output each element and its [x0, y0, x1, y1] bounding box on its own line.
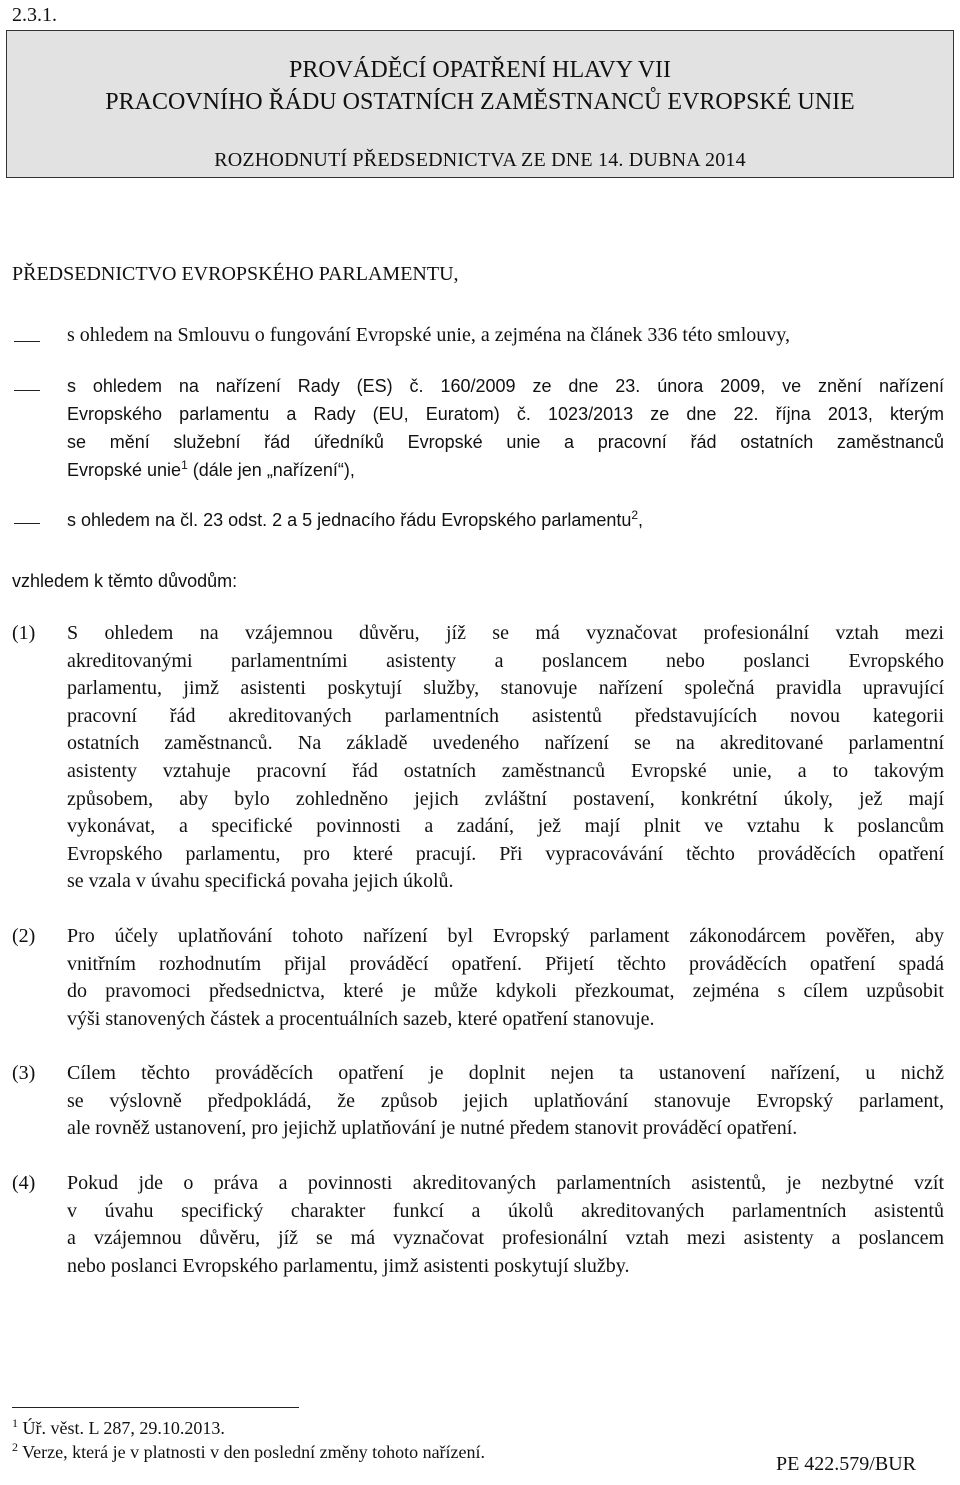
- recital-3-line: ale rovněž ustanovení, pro jejichž uplatňování je nutné předem stanovit prováděcí opatření.: [67, 1117, 798, 1140]
- recital-1-line: se vzala v úvahu specifická povaha jejich úkolů.: [67, 870, 454, 893]
- recital-4-line: a vzájemnou důvěru, jíž se má vyznačovat profesionální vztah mezi asistenty a poslancem: [67, 1227, 944, 1250]
- recital-2-line: výši stanovených částek a procentuálních sazeb, které opatření stanovuje.: [67, 1007, 655, 1030]
- recital-2-line: Pro účely uplatňování tohoto nařízení byl Evropský parlament zákonodárcem pověřen, aby: [67, 925, 944, 947]
- recital-number: (4): [12, 1172, 36, 1194]
- title-line-1: PROVÁDĚCÍ OPATŘENÍ HLAVY VII: [288, 57, 672, 83]
- recital-1-line: S ohledem na vzájemnou důvěru, jíž se má vyznačovat profesionální vztah mezi: [67, 622, 944, 644]
- dash-bullet: [14, 523, 40, 524]
- whereas-heading: vzhledem k těmto důvodům:: [12, 571, 238, 591]
- recital-1-line: vykonávat, a specifické povinnosti a zadání, jež mají plnit ve vztahu k poslancům: [67, 815, 944, 838]
- citation-3-text: s ohledem na čl. 23 odst. 2 a 5 jednacího řádu Evropského parlamentu: [67, 510, 632, 530]
- footnote-ref-2[interactable]: 2: [631, 508, 639, 522]
- citation-2-line-4: [67, 458, 355, 482]
- citation-3-tail: ,: [638, 510, 644, 530]
- recital-3-line: se výslovně předpokládá, že způsob jejich uplatňování stanovuje Evropský parlament,: [67, 1089, 944, 1112]
- preamble-heading: PŘEDSEDNICTVO EVROPSKÉHO PARLAMENTU,: [12, 263, 459, 285]
- footnote-separator: [12, 1407, 299, 1408]
- section-number: 2.3.1.: [12, 4, 57, 26]
- recital-2-line: do pravomoci předsednictva, které je může kdykoli přezkoumat, zejména s cílem uzpůsobit: [67, 980, 944, 1003]
- recital-1-line: ostatních zaměstnanců. Na základě uvedeného nařízení se na akreditované parlamentní: [67, 732, 944, 755]
- footnote-2: [12, 1442, 485, 1462]
- citation-2-line-1: s ohledem na nařízení Rady (ES) č. 160/2009 ze dne 23. února 2009, ve znění nařízení: [67, 376, 944, 396]
- page-reference: PE 422.579/BUR: [775, 1453, 916, 1475]
- recital-1-line: akreditovanými parlamentními asistenty a poslancem nebo poslanci Evropského: [67, 649, 944, 672]
- citation-2-line-3: se mění služební řád úředníků Evropské unie a pracovní řád ostatních zaměstnanců: [67, 432, 944, 452]
- recital-1-line: asistenty vztahuje pracovní řád ostatních zaměstnanců Evropské unie, a to takovým: [67, 760, 944, 782]
- dash-bullet: [14, 390, 40, 391]
- recital-4-line: Pokud jde o práva a povinnosti akreditovaných parlamentních asistentů, je nezbytné vzít: [67, 1172, 944, 1194]
- citation-2-text: Evropské unie: [67, 460, 182, 480]
- recital-3-line: Cílem těchto prováděcích opatření je doplnit nejen ta ustanovení nařízení, u nichž: [67, 1062, 944, 1084]
- footnote-1: [12, 1418, 225, 1438]
- footnote-ref-1[interactable]: 1: [181, 458, 188, 472]
- recital-2-line: vnitřním rozhodnutím přijal prováděcí opatření. Přijetí těchto prováděcích opatření spadá: [67, 952, 944, 975]
- recital-number: (2): [12, 925, 36, 947]
- footnote-2-mark: 2: [12, 1440, 18, 1454]
- footnote-1-text: Úř. věst. L 287, 29.10.2013.: [18, 1418, 225, 1438]
- recital-number: (1): [12, 622, 36, 644]
- citation-3: [67, 508, 643, 532]
- recital-number: (3): [12, 1062, 36, 1084]
- footnote-1-mark: 1: [12, 1416, 18, 1430]
- citation-2-line-2: Evropského parlamentu a Rady (EU, Euratom) č. 1023/2013 ze dne 22. října 2013, kterým: [67, 404, 944, 424]
- recital-1-line: parlamentu, jimž asistenti poskytují služby, stanovuje nařízení společná pravidla upravující: [67, 677, 944, 700]
- title-line-2: PRACOVNÍHO ŘÁDU OSTATNÍCH ZAMĚSTNANCŮ EVROPSKÉ UNIE: [105, 89, 855, 115]
- citation-1: s ohledem na Smlouvu o fungování Evropské unie, a zejména na článek 336 této smlouvy,: [67, 324, 790, 346]
- recital-1-line: pracovní řád akreditovaných parlamentních asistentů představujících novou kategorii: [67, 704, 944, 727]
- decision-date-heading: ROZHODNUTÍ PŘEDSEDNICTVA ZE DNE 14. DUBNA 2014: [214, 149, 746, 171]
- title-box: [6, 30, 954, 178]
- recital-4-line: nebo poslanci Evropského parlamentu, jimž asistenti poskytují služby.: [67, 1254, 630, 1277]
- footnote-2-text: Verze, která je v platnosti v den poslední změny tohoto nařízení.: [18, 1442, 486, 1462]
- recital-4-line: v úvahu specifický charakter funkcí a úkolů akreditovaných parlamentních asistentů: [67, 1199, 944, 1222]
- dash-bullet: [14, 341, 40, 342]
- citation-2-tail: (dále jen „nařízení“),: [187, 460, 355, 480]
- recital-1-line: způsobem, aby bylo zohledněno jejich zvláštní postavení, konkrétní úkoly, jež mají: [67, 787, 944, 810]
- recital-1-line: Evropského parlamentu, pro které pracují. Při vypracovávání těchto prováděcích opatření: [67, 842, 944, 865]
